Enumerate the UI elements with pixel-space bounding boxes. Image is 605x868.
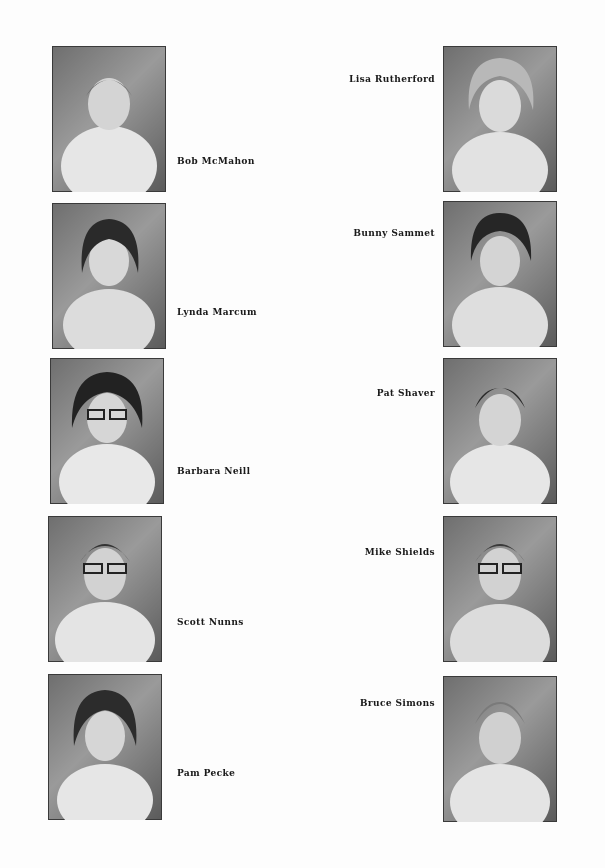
student-name: Mike Shields — [364, 548, 435, 558]
student-name: Bruce Simons — [359, 699, 435, 709]
student-photo-barbara-neill — [50, 358, 164, 504]
student-photo-pam-pecke — [48, 674, 162, 820]
student-photo-bob-mcmahon — [52, 46, 166, 192]
student-name: Bunny Sammet — [353, 229, 435, 239]
student-name: Pam Pecke — [177, 769, 236, 779]
student-name: Pat Shaver — [376, 389, 435, 399]
student-photo-scott-nunns — [48, 516, 162, 662]
student-name: Bob McMahon — [177, 157, 255, 167]
student-photo-mike-shields — [443, 516, 557, 662]
student-name: Scott Nunns — [177, 618, 244, 628]
student-name: Lisa Rutherford — [349, 75, 435, 85]
student-photo-bunny-sammet — [443, 201, 557, 347]
student-photo-lynda-marcum — [52, 203, 166, 349]
student-photo-bruce-simons — [443, 676, 557, 822]
student-photo-lisa-rutherford — [443, 46, 557, 192]
student-name: Barbara Neill — [177, 467, 251, 477]
student-photo-pat-shaver — [443, 358, 557, 504]
student-name: Lynda Marcum — [177, 308, 257, 318]
